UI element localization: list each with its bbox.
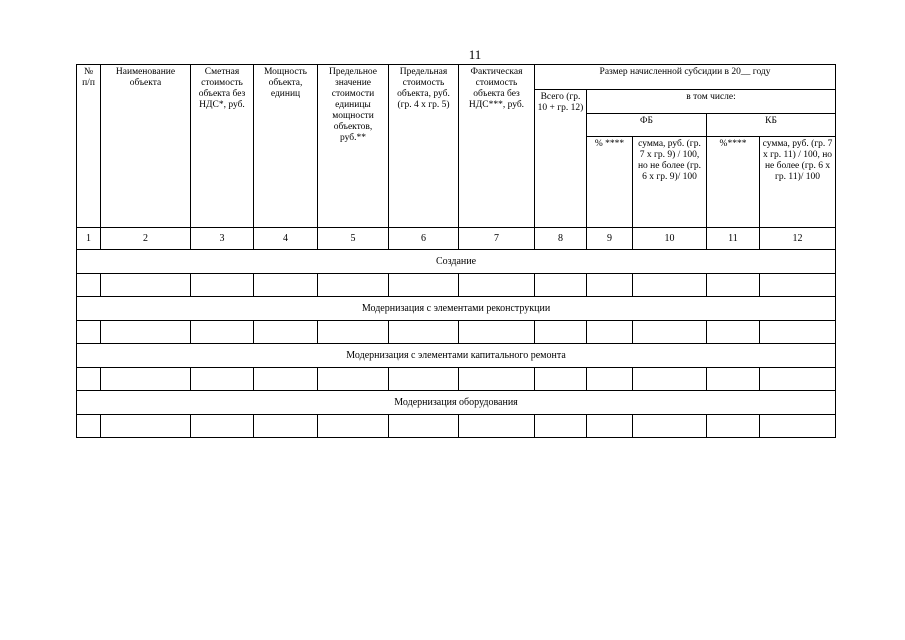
header-fb-sum: сумма, руб. (гр. 7 х гр. 9) / 100, но не более (гр. 6 х гр. 9)/ 100 (633, 137, 707, 228)
table-cell (101, 368, 191, 391)
table-cell (535, 274, 587, 297)
table-cell (77, 274, 101, 297)
table-cell (318, 415, 389, 438)
table-cell (535, 368, 587, 391)
table-cell (318, 368, 389, 391)
header-fb: ФБ (587, 114, 707, 137)
table-cell (633, 321, 707, 344)
table-row (77, 368, 836, 391)
table-row (77, 274, 836, 297)
section-title-creation: Создание (77, 250, 836, 274)
header-subsidy: Размер начисленной субсидии в 20__ году (535, 65, 836, 90)
table-cell (633, 368, 707, 391)
header-object-name: Наименование объекта (101, 65, 191, 228)
table-cell (633, 274, 707, 297)
table-cell (318, 321, 389, 344)
table-cell (254, 321, 318, 344)
header-unit-cost-limit: Предельное значение стоимости единицы мощности объектов, руб.** (318, 65, 389, 228)
column-number: 2 (101, 228, 191, 250)
table-cell (77, 415, 101, 438)
table-cell (254, 415, 318, 438)
table-cell (459, 321, 535, 344)
subsidy-table (76, 64, 836, 438)
table-cell (191, 321, 254, 344)
header-fb-percent: % **** (587, 137, 633, 228)
table-cell (707, 368, 760, 391)
table-cell (760, 274, 836, 297)
column-number: 7 (459, 228, 535, 250)
header-estimated-cost: Сметная стоимость объекта без НДС*, руб. (191, 65, 254, 228)
table-cell (318, 274, 389, 297)
section-title-reconstruction: Модернизация с элементами реконструкции (77, 297, 836, 321)
table-cell (191, 274, 254, 297)
table-cell (459, 415, 535, 438)
header-kb: КБ (707, 114, 836, 137)
column-number: 11 (707, 228, 760, 250)
header-including: в том числе: (587, 90, 836, 114)
table-cell (535, 321, 587, 344)
table-cell (389, 274, 459, 297)
column-number: 12 (760, 228, 836, 250)
table-cell (760, 321, 836, 344)
column-number: 1 (77, 228, 101, 250)
table-cell (587, 415, 633, 438)
table-cell (254, 368, 318, 391)
column-number: 6 (389, 228, 459, 250)
table-row (77, 415, 836, 438)
table-cell (707, 321, 760, 344)
table-cell (633, 415, 707, 438)
table-cell (760, 415, 836, 438)
table-cell (760, 368, 836, 391)
page-number: 11 (468, 47, 482, 62)
table-cell (389, 368, 459, 391)
header-kb-percent: %**** (707, 137, 760, 228)
table-cell (77, 321, 101, 344)
column-number: 9 (587, 228, 633, 250)
table-cell (535, 415, 587, 438)
section-title-equipment: Модернизация оборудования (77, 391, 836, 415)
header-cost-limit: Предельная стоимость объекта, руб. (гр. 4 х гр. 5) (389, 65, 459, 228)
header-kb-sum: сумма, руб. (гр. 7 х гр. 11) / 100, но не более (гр. 6 х гр. 11)/ 100 (760, 137, 836, 228)
table-cell (459, 368, 535, 391)
table-cell (707, 274, 760, 297)
table-cell (77, 368, 101, 391)
table-cell (389, 415, 459, 438)
table-cell (389, 321, 459, 344)
table-cell (101, 274, 191, 297)
column-number: 10 (633, 228, 707, 250)
table-cell (587, 274, 633, 297)
table-cell (587, 321, 633, 344)
header-actual-cost: Фактическая стоимость объекта без НДС***, руб. (459, 65, 535, 228)
column-number: 3 (191, 228, 254, 250)
section-title-capital-repair: Модернизация с элементами капитального ремонта (77, 344, 836, 368)
header-capacity: Мощность объекта, единиц (254, 65, 318, 228)
table-cell (191, 368, 254, 391)
table-cell (101, 415, 191, 438)
column-number: 4 (254, 228, 318, 250)
table-cell (101, 321, 191, 344)
table-cell (707, 415, 760, 438)
table-row (77, 321, 836, 344)
table-cell (459, 274, 535, 297)
header-total: Всего (гр. 10 + гр. 12) (535, 90, 587, 228)
header-col-number: № п/п (77, 65, 101, 228)
column-numbers-row (77, 228, 836, 250)
table-cell (587, 368, 633, 391)
column-number: 5 (318, 228, 389, 250)
column-number: 8 (535, 228, 587, 250)
table-cell (191, 415, 254, 438)
table-cell (254, 274, 318, 297)
